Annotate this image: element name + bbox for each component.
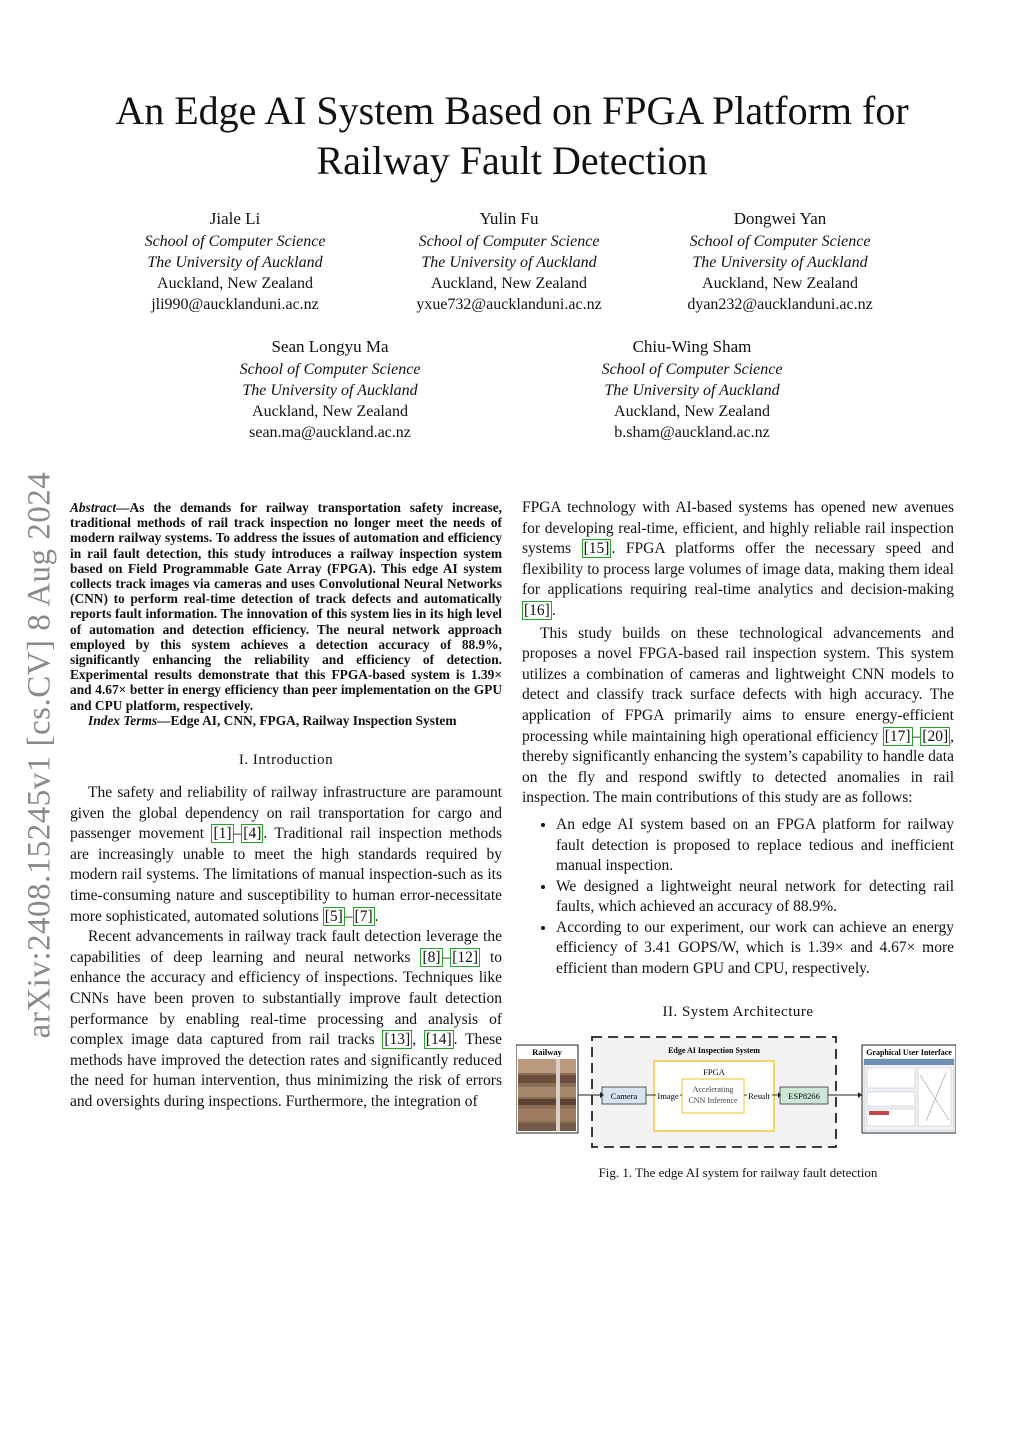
fpga-label: FPGA: [703, 1066, 725, 1077]
citation-link[interactable]: [15]: [583, 540, 610, 558]
author-name: Sean Longyu Ma: [271, 337, 389, 356]
intro-paragraph: [70, 927, 502, 1112]
author-univ: The University of Auckland: [421, 254, 597, 271]
system-diagram: [516, 1035, 956, 1155]
section-heading-introduction: I. Introduction: [238, 752, 334, 769]
paper-title: [60, 86, 964, 186]
author-dept: School of Computer Science: [239, 361, 421, 378]
author-location: Auckland, New Zealand: [157, 275, 313, 292]
intro-paragraph: [70, 783, 502, 927]
image-label: Image: [657, 1090, 679, 1101]
author-name: Yulin Fu: [479, 209, 539, 228]
gui-label: Graphical User Interface: [866, 1047, 952, 1057]
author-name: Jiale Li: [209, 209, 261, 228]
text-run: , thereby significantly enhancing the system’s capability to handle data on the fly and respond swiftly to detected anomalies in rail inspection. The main contributions of this study are as follows:: [522, 727, 954, 807]
text-run: .: [551, 601, 556, 619]
result-label: Result: [748, 1090, 770, 1101]
citation-link[interactable]: [17]: [884, 727, 911, 745]
contributions-list: [522, 815, 954, 980]
text-run: The safety and reliability of railway infrastructure are paramount given the global dependency on rail transportation for cargo and passenger movement: [70, 784, 502, 843]
list-item: • According to our experiment, our work can achieve an energy efficiency of 3.41 GOPS/W, which is 1.39× and 4.67× more efficient than modern GPU and CPU, respectively.: [556, 918, 954, 980]
text-run: Recent advancements in railway track fault detection leverage the capabilities of deep learning and neural networks: [70, 928, 502, 966]
text-run: .: [374, 907, 379, 925]
body-paragraph: [522, 624, 954, 809]
text-run: FPGA technology with AI-based systems has opened new avenues for developing real-time, efficient, and highly reliable rail inspection systems: [522, 499, 954, 558]
left-column: [70, 500, 502, 1113]
body-paragraph: [522, 498, 954, 622]
section-heading-architecture: II. System Architecture: [662, 1003, 814, 1020]
gui-screenshot: [864, 1059, 954, 1131]
title-line-1: An Edge AI System Based on FPGA Platform for: [115, 88, 909, 133]
author-dept: School of Computer Science: [601, 361, 783, 378]
railway-photo: [518, 1059, 576, 1131]
system-label: Edge AI Inspection System: [668, 1045, 760, 1055]
author-email: sean.ma@auckland.ac.nz: [249, 424, 411, 441]
index-terms-label: Index Terms: [88, 712, 158, 728]
index-terms-text: —Edge AI, CNN, FPGA, Railway Inspection System: [157, 712, 457, 728]
author-block: [105, 207, 365, 315]
index-terms: [70, 713, 502, 728]
text-run: This study builds on these technological advancements and proposes a novel FPGA-based rail inspection system. This system utilizes a combination of cameras and lightweight CNN models to detect and classify track surface defects with high accuracy. The application of FPGA primarily aims to ensure energy-efficient processing while maintaining high operational efficiency: [522, 624, 954, 745]
cnn-label-line-1: Accelerating: [692, 1084, 734, 1094]
author-location: Auckland, New Zealand: [614, 403, 770, 420]
abstract-text: —As the demands for railway transportation safety increase, traditional methods of rail track inspection no longer meet the needs of modern railway systems. To address the issues of automation and efficiency in rail fault detection, this study introduces a railway inspection system based on Field Programmable Gate Array (FPGA). This edge AI system collects track images via cameras and uses Convolutional Neural Networks (CNN) to perform real-time detection of track defects and automatically reports fault information. The innovation of this system lies in its high level of automation and detection efficiency. The neural network approach employed by this system achieves a detection accuracy of 88.9%, significantly enhancing the reliability and efficiency of detection. Experimental results demonstrate that this FPGA-based system is 1.39× and 4.67× better in energy efficiency than peer implementation on the GPU and CPU platform, respectively.: [70, 500, 502, 713]
author-location: Auckland, New Zealand: [431, 275, 587, 292]
author-dept: School of Computer Science: [144, 233, 326, 250]
text-run: –: [233, 825, 242, 843]
text-run: . These methods have improved the detection rates and significantly reduced the need for human intervention, thus minimizing the risk of errors and oversights during inspections. Furthermore, the integration of: [70, 1031, 502, 1110]
author-email: jli990@aucklanduni.ac.nz: [151, 296, 319, 313]
author-univ: The University of Auckland: [604, 382, 780, 399]
citation-link[interactable]: [20]: [922, 727, 949, 745]
camera-label: Camera: [610, 1090, 638, 1101]
author-block: [200, 335, 460, 443]
text-run: –: [344, 907, 353, 925]
text-run: –: [442, 948, 451, 966]
author-block: [562, 335, 822, 443]
author-location: Auckland, New Zealand: [702, 275, 858, 292]
author-location: Auckland, New Zealand: [252, 403, 408, 420]
author-email: dyan232@aucklanduni.ac.nz: [687, 296, 873, 313]
text-run: . FPGA platforms offer the necessary speed and flexibility to process large volumes of image data, making them ideal for applications requiring real-time analytics and decision-making: [522, 540, 954, 599]
title-line-2: Railway Fault Detection: [316, 138, 708, 183]
arxiv-sidebar: [18, 455, 62, 1055]
esp8266-label: ESP8266: [788, 1090, 820, 1101]
citation-link[interactable]: [13]: [384, 1031, 411, 1049]
list-item: • We designed a lightweight neural network for detecting rail faults, which achieved an accuracy of 88.9%.: [556, 877, 954, 918]
author-univ: The University of Auckland: [242, 382, 418, 399]
abstract: [70, 500, 502, 713]
figure-caption: Fig. 1. The edge AI system for railway fault detection: [598, 1164, 878, 1180]
text-run: –: [912, 727, 921, 745]
citation-link[interactable]: [16]: [524, 601, 550, 619]
author-block: [379, 207, 639, 315]
author-univ: The University of Auckland: [147, 254, 323, 271]
author-dept: School of Computer Science: [418, 233, 600, 250]
list-item: • An edge AI system based on an FPGA platform for railway fault detection is proposed to replace tedious and inefficient manual inspection.: [556, 815, 954, 877]
cnn-label-line-2: CNN Inference: [688, 1095, 738, 1105]
right-column: [522, 498, 954, 1181]
figure-1: [516, 1035, 956, 1155]
author-email: b.sham@auckland.ac.nz: [614, 424, 770, 441]
citation-link[interactable]: [1]: [213, 825, 232, 843]
citation-link[interactable]: [12]: [452, 948, 479, 966]
citation-link[interactable]: [7]: [354, 907, 373, 925]
author-dept: School of Computer Science: [689, 233, 871, 250]
author-block: [650, 207, 910, 315]
citation-link[interactable]: [8]: [422, 948, 441, 966]
author-univ: The University of Auckland: [692, 254, 868, 271]
arxiv-id: arXiv:2408.15245v1 [cs.CV] 8 Aug 2024: [21, 471, 58, 1039]
text-run: . Traditional rail inspection methods are increasingly unable to meet the high standards required by modern rail systems. The limitations of manual inspection-such as its time-consuming nature and susceptibility to human error-necessitate more sophisticated, automated solutions: [70, 825, 503, 925]
abstract-label: Abstract: [70, 500, 117, 515]
author-name: Chiu-Wing Sham: [632, 337, 752, 356]
text-run: ,: [412, 1031, 424, 1049]
citation-link[interactable]: [14]: [425, 1031, 452, 1049]
railway-label: Railway: [532, 1046, 562, 1057]
author-email: yxue732@aucklanduni.ac.nz: [416, 296, 602, 313]
citation-link[interactable]: [4]: [243, 825, 262, 843]
author-name: Dongwei Yan: [733, 209, 827, 228]
text-run: to enhance the accuracy and efficiency of inspections. Techniques like CNNs have been proven to substantially improve fault detection performance by enabling real-time processing and analysis of complex image data captured from rail tracks: [70, 948, 503, 1049]
citation-link[interactable]: [5]: [324, 907, 343, 925]
